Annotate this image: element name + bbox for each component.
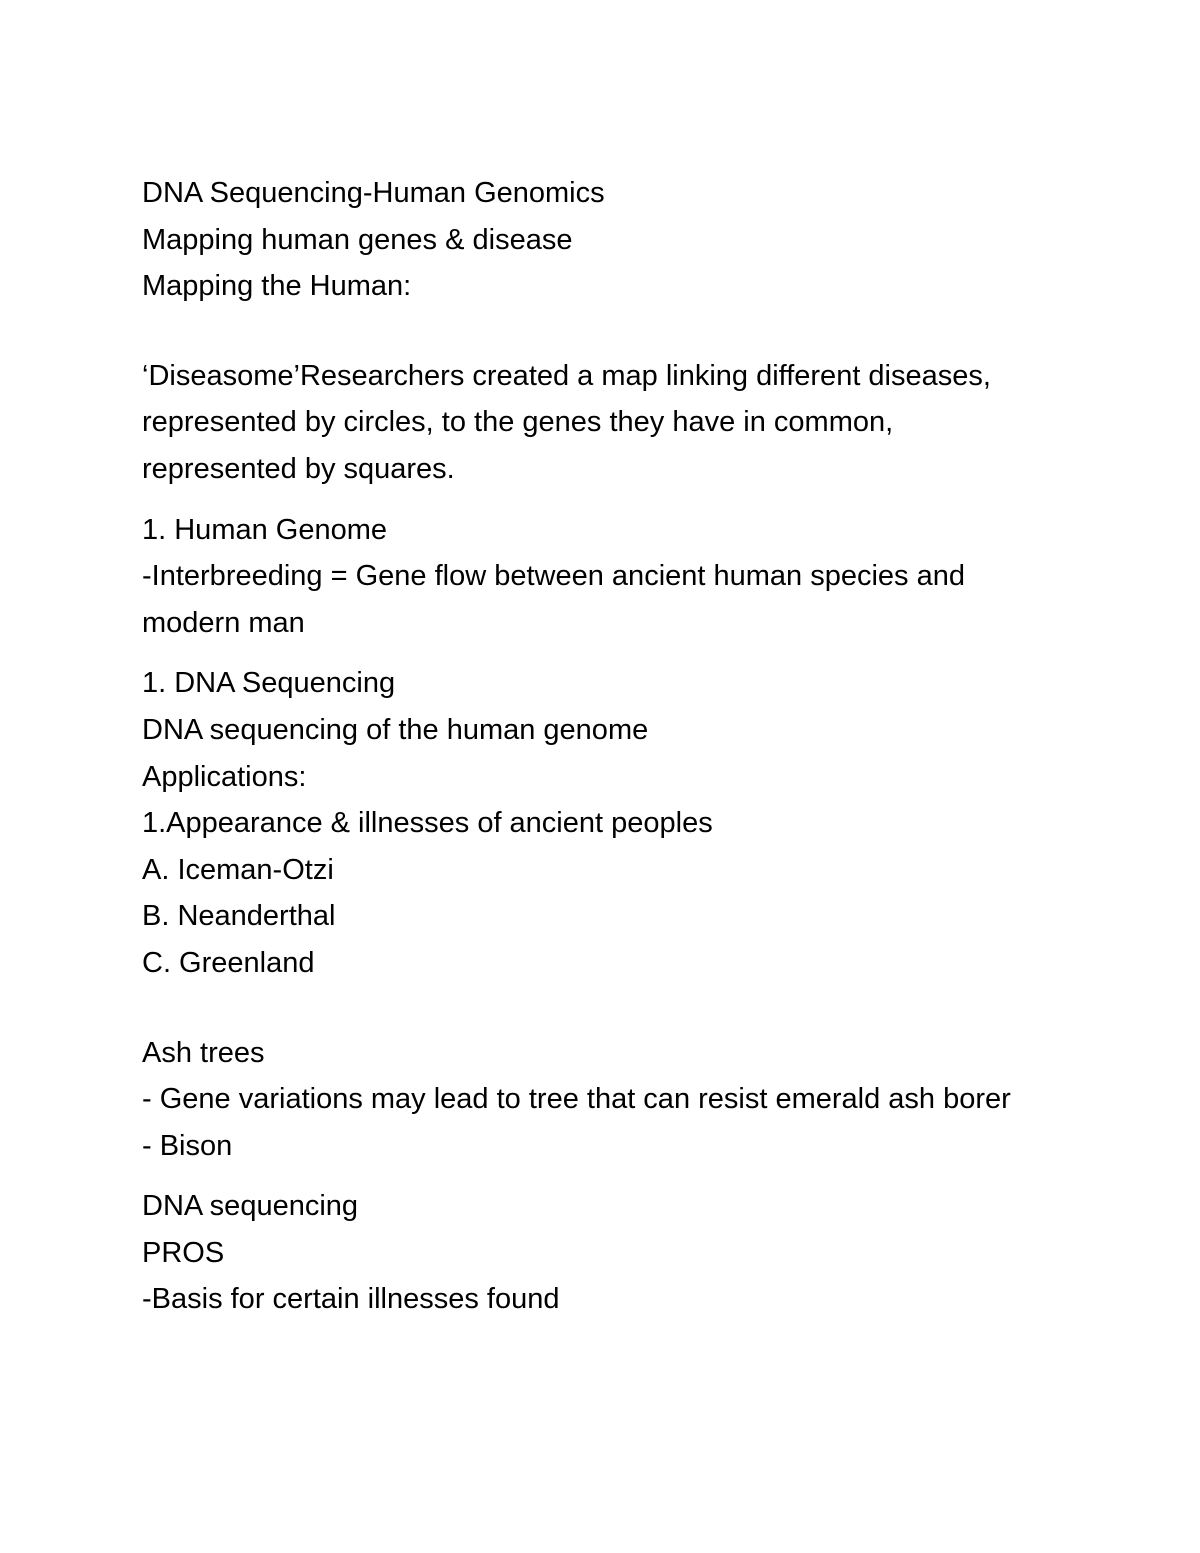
spacer: [142, 493, 1052, 507]
spacer: [142, 987, 1052, 1030]
pros-section-heading: DNA sequencing: [142, 1190, 359, 1223]
list-item: B. Neanderthal: [142, 900, 336, 933]
list-item: A. Iceman-Otzi: [142, 853, 334, 886]
dna-sequencing-line: DNA sequencing of the human genome: [142, 713, 649, 746]
human-genome-heading: 1. Human Genome: [142, 513, 388, 546]
list-item: C. Greenland: [142, 946, 315, 979]
document-title: DNA Sequencing-Human Genomics: [142, 177, 605, 209]
pros-item: -Basis for certain illnesses found: [142, 1283, 560, 1316]
ash-trees-heading: Ash trees: [142, 1036, 265, 1069]
document-subtitle: Mapping human genes & disease: [142, 223, 573, 256]
document-body: [142, 170, 1052, 1323]
bison-item: - Bison: [142, 1129, 233, 1162]
spacer: [142, 646, 1052, 660]
ash-trees-item: - Gene variations may lead to tree that can resist emerald ash borer: [142, 1083, 1011, 1116]
pros-label: PROS: [142, 1236, 225, 1269]
spacer: [142, 310, 1052, 353]
interbreeding-paragraph: -Interbreeding = Gene flow between ancient human species and modern man: [142, 560, 966, 639]
mapping-label: Mapping the Human:: [142, 270, 412, 303]
diseasome-paragraph: ‘Diseasome’Researchers created a map linking different diseases, represented by circles, to the genes they have in common, represented by squares.: [142, 359, 991, 485]
applications-label: Applications:: [142, 760, 307, 793]
spacer: [142, 1169, 1052, 1183]
dna-sequencing-heading: 1. DNA Sequencing: [142, 667, 396, 700]
application-item: 1.Appearance & illnesses of ancient peoples: [142, 807, 713, 840]
